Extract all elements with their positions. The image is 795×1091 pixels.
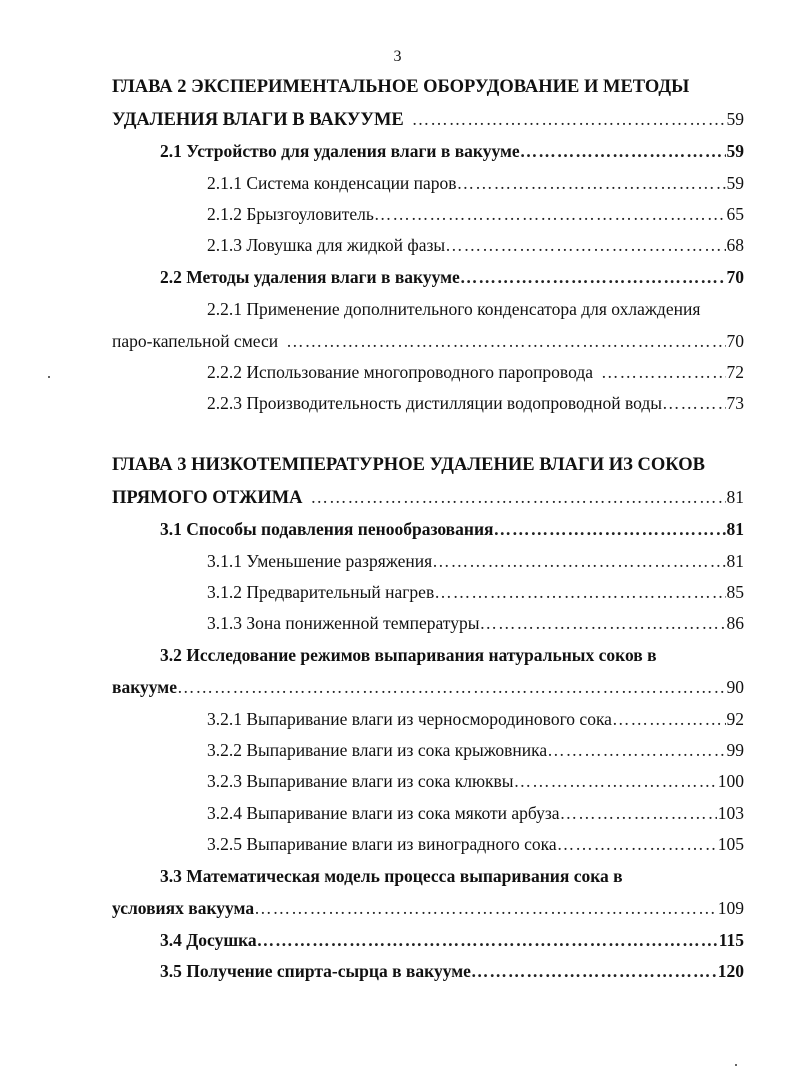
page-ref: 70: [726, 267, 744, 287]
page-ref: 103: [717, 803, 744, 823]
page-ref: 86: [726, 613, 744, 633]
toc-entry-3-2-4: [207, 798, 744, 828]
toc-entry-2-1: [160, 136, 744, 166]
page-number: 3: [393, 48, 402, 65]
toc-entry-2-1-1: [207, 168, 744, 198]
leader-dots: [514, 766, 717, 796]
page-ref: 115: [718, 930, 744, 950]
toc-title: 2.2 Методы удаления влаги в вакууме: [160, 267, 460, 287]
leader-dots: [612, 704, 726, 734]
page-ref: 120: [717, 961, 744, 981]
leader-dots: [547, 735, 725, 765]
page-ref: 59: [726, 141, 744, 161]
chapter-3-title-line2: ПРЯМОГО ОТЖИМА: [112, 488, 303, 508]
toc-title: 3.1.1 Уменьшение разряжения: [207, 551, 433, 571]
page-ref: 100: [717, 771, 744, 791]
toc-entry-2-1-2: [207, 199, 744, 229]
toc-title: 2.1 Устройство для удаления влаги в вакууме: [160, 141, 520, 161]
toc-title: паро-капельной смеси: [112, 331, 279, 351]
leader-dots: [457, 168, 726, 198]
toc-entry-3-3: [112, 893, 744, 923]
leader-dots: [471, 956, 717, 986]
page-ref: 105: [717, 834, 744, 854]
chapter-2-title: [0, 72, 795, 102]
leader-dots: [460, 262, 726, 292]
page-ref: 92: [726, 709, 744, 729]
toc-title: 3.1 Способы подавления пенообразования: [160, 519, 494, 539]
toc-title: 3.1.2 Предварительный нагрев: [207, 582, 435, 602]
toc-title: 2.1.3 Ловушка для жидкой фазы: [207, 235, 446, 255]
leader-dots: [374, 199, 726, 229]
page-ref: 81: [726, 551, 744, 571]
leader-dots: [432, 546, 725, 576]
toc-entry-2-2-2: [207, 357, 744, 387]
toc-title: 3.2.3 Выпаривание влаги из сока клюквы: [207, 771, 514, 791]
leader-dots: [560, 798, 717, 828]
toc-entry-3-1: [160, 514, 744, 544]
page-ref: 99: [726, 740, 744, 760]
leader-dots: [445, 230, 725, 260]
page-ref: 59: [726, 109, 744, 129]
chapter-3-title-line1: ГЛАВА 3 НИЗКОТЕМПЕРАТУРНОЕ УДАЛЕНИЕ ВЛАГИ ИЗ СОКОВ: [112, 455, 705, 475]
toc-entry-2-2-1-line1: [207, 294, 767, 324]
toc-entry-3-4: [160, 925, 744, 955]
toc-entry-3-1-1: [207, 546, 744, 576]
toc-entry-3-2-5: [207, 829, 744, 859]
chapter-2-title-line2: УДАЛЕНИЯ ВЛАГИ В ВАКУУМЕ: [112, 110, 404, 130]
leader-dots: [601, 357, 726, 387]
leader-dots: [494, 514, 726, 544]
toc-title: 3.4 Досушка: [160, 930, 257, 950]
toc-entry-2-2: [160, 262, 744, 292]
toc-title: 3.1.3 Зона пониженной температуры: [207, 613, 480, 633]
toc-entry-3-5: [160, 956, 744, 986]
toc-title: 2.1.2 Брызгоуловитель: [207, 204, 374, 224]
leader-dots: [479, 608, 725, 638]
leader-dots: [254, 893, 717, 923]
toc-title: условиях вакуума: [112, 898, 255, 918]
toc-entry-2-2-3: [207, 388, 744, 418]
leader-dots: [177, 672, 726, 702]
toc-title: 2.2.2 Использование многопроводного паропровода: [207, 362, 593, 382]
toc-entry-3-2-3: [207, 766, 744, 796]
page-ref: 81: [726, 519, 744, 539]
chapter-2-title-line1: ГЛАВА 2 ЭКСПЕРИМЕНТАЛЬНОЕ ОБОРУДОВАНИЕ И МЕТОДЫ: [112, 77, 690, 97]
page-ref: 68: [726, 235, 744, 255]
leader-dots: [557, 829, 717, 859]
toc-entry-2-2-1: [112, 326, 744, 356]
chapter-3-title: [0, 450, 795, 480]
leader-dots: [520, 136, 726, 166]
toc-title: 3.2.5 Выпаривание влаги из виноградного сока: [207, 834, 557, 854]
toc-title: 3.2.4 Выпаривание влаги из сока мякоти арбуза: [207, 803, 560, 823]
toc-title: 3.2.2 Выпаривание влаги из сока крыжовника: [207, 740, 548, 760]
toc-title: 3.2 Исследование режимов выпаривания натуральных соков в: [160, 645, 657, 665]
leader-dots: [412, 104, 726, 134]
toc-title: 2.2.1 Применение дополнительного конденсатора для охлаждения: [207, 299, 701, 319]
page-ref: 65: [726, 204, 744, 224]
toc-entry-2-1-3: [207, 230, 744, 260]
toc-entry-3-2: [112, 672, 744, 702]
toc-title: вакууме: [112, 677, 177, 697]
toc-entry-3-3-line1: [160, 861, 760, 891]
toc-entry-chapter-2: [112, 104, 744, 134]
toc-title: 3.2.1 Выпаривание влаги из черносмородинового сока: [207, 709, 612, 729]
page-ref: 109: [717, 898, 744, 918]
scan-speck: [48, 376, 50, 378]
page-ref: 70: [726, 331, 744, 351]
page-ref: 90: [726, 677, 744, 697]
toc-entry-chapter-3: [112, 482, 744, 512]
toc-entry-3-1-3: [207, 608, 744, 638]
toc-entry-3-2-line1: [160, 640, 760, 670]
page-ref: 81: [726, 487, 744, 507]
leader-dots: [311, 482, 726, 512]
toc-entry-3-1-2: [207, 577, 744, 607]
leader-dots: [286, 326, 725, 356]
leader-dots: [662, 388, 725, 418]
scan-speck: [735, 1064, 737, 1066]
toc-title: 2.1.1 Система конденсации паров: [207, 173, 457, 193]
toc-title: 2.2.3 Производительность дистилляции водопроводной воды: [207, 393, 663, 413]
toc-entry-3-2-2: [207, 735, 744, 765]
page-ref: 72: [726, 362, 744, 382]
leader-dots: [257, 925, 718, 955]
page-ref: 73: [726, 393, 744, 413]
page-ref: 59: [726, 173, 744, 193]
toc-title: 3.5 Получение спирта-сырца в вакууме: [160, 961, 471, 981]
toc-title: 3.3 Математическая модель процесса выпаривания сока в: [160, 866, 623, 886]
page-ref: 85: [726, 582, 744, 602]
leader-dots: [434, 577, 725, 607]
toc-entry-3-2-1: [207, 704, 744, 734]
